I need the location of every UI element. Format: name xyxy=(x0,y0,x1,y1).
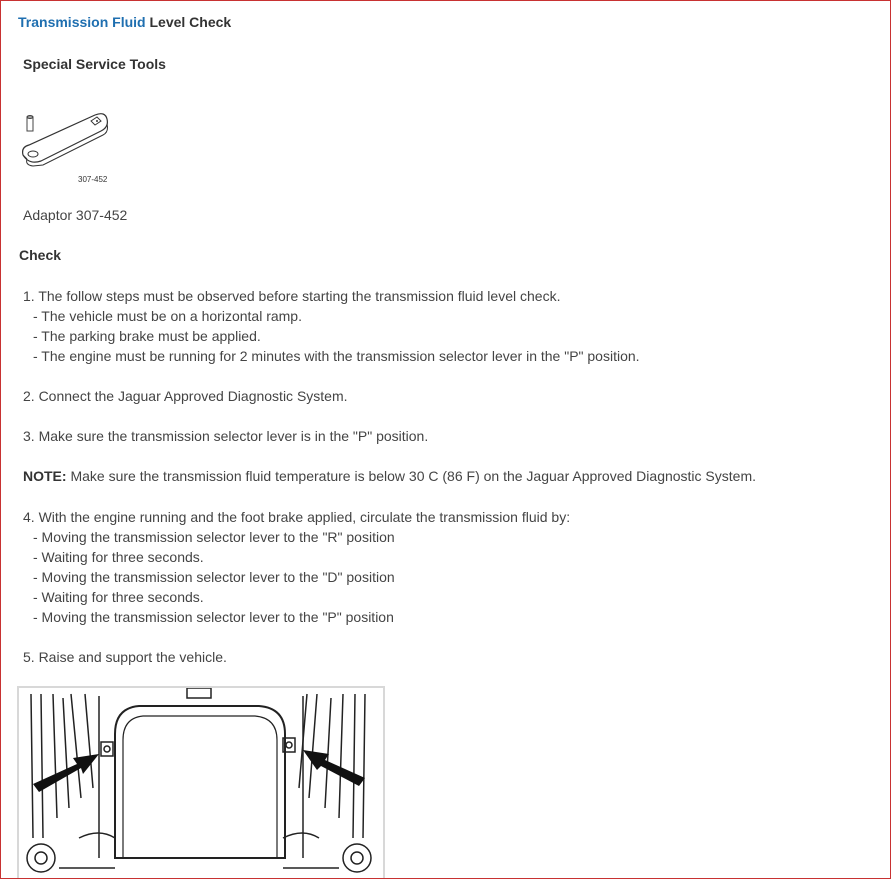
adaptor-tool-icon xyxy=(19,105,119,185)
note-label: NOTE: xyxy=(23,468,67,484)
special-tools-heading: Special Service Tools xyxy=(23,56,166,72)
title-rest: Level Check xyxy=(145,14,232,30)
step-5: 5. Raise and support the vehicle. xyxy=(23,649,227,665)
page-title xyxy=(18,14,231,30)
step-4-item: - Moving the transmission selector lever to the "D" position xyxy=(33,569,395,585)
note xyxy=(23,468,756,484)
step-1-item: - The parking brake must be applied. xyxy=(33,328,261,344)
note-text: Make sure the transmission fluid temperature is below 30 C (86 F) on the Jaguar Approved Diagnostic System. xyxy=(66,468,757,484)
transmission-diagram xyxy=(17,686,385,879)
step-1-item: - The engine must be running for 2 minutes with the transmission selector lever in the "P" position. xyxy=(33,348,640,364)
tool-illustration xyxy=(19,105,119,185)
step-4-item: - Waiting for three seconds. xyxy=(33,549,204,565)
step-1-item: - The vehicle must be on a horizontal ramp. xyxy=(33,308,302,324)
step-4-item: - Moving the transmission selector lever to the "R" position xyxy=(33,529,395,545)
step-3: 3. Make sure the transmission selector lever is in the "P" position. xyxy=(23,428,429,444)
transmission-pan-diagram xyxy=(19,688,383,879)
step-1: 1. The follow steps must be observed before starting the transmission fluid level check. xyxy=(23,288,561,304)
tool-image-label: 307-452 xyxy=(78,175,108,184)
check-heading: Check xyxy=(19,247,62,263)
step-4-item: - Moving the transmission selector lever to the "P" position xyxy=(33,609,394,625)
title-link[interactable]: Transmission Fluid xyxy=(18,14,146,30)
tool-caption: Adaptor 307-452 xyxy=(23,207,128,223)
step-4-item: - Waiting for three seconds. xyxy=(33,589,204,605)
right-arrow-icon xyxy=(303,750,365,786)
step-2: 2. Connect the Jaguar Approved Diagnostic System. xyxy=(23,388,348,404)
step-4: 4. With the engine running and the foot brake applied, circulate the transmission fluid by: xyxy=(23,509,571,525)
